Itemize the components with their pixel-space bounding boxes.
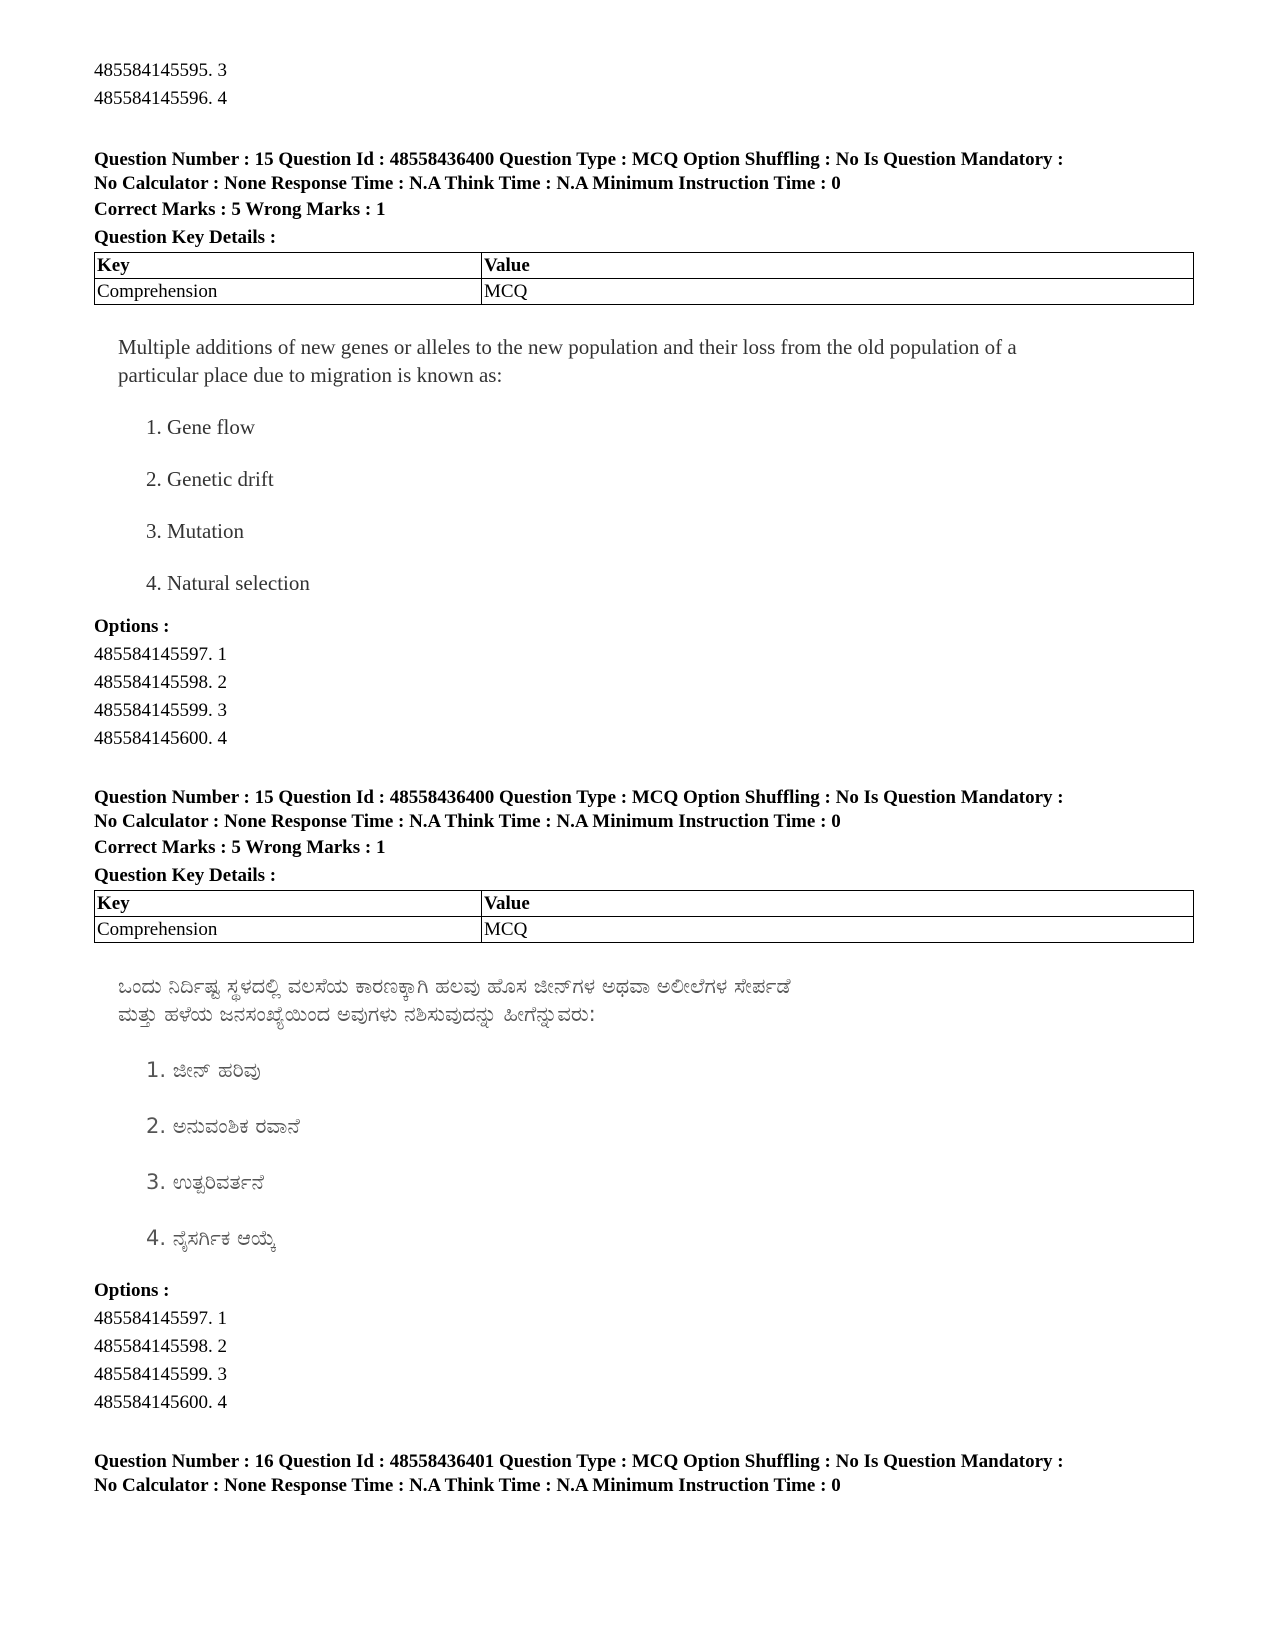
options-label: Options :: [94, 1280, 170, 1301]
question-stem-line2: ಮತ್ತು ಹಳೆಯ ಜನಸಂಖ್ಯೆಯಿಂದ ಅವುಗಳು ನಶಿಸುವುದನ್ನು ಹೀಗೆನ್ನುವರು:: [118, 1002, 596, 1026]
table-header-key: Key: [95, 891, 482, 917]
table-cell-value: MCQ: [482, 917, 1194, 943]
question-stem-line1: ಒಂದು ನಿರ್ದಿಷ್ಟ ಸ್ಥಳದಲ್ಲಿ ವಲಸೆಯ ಕಾರಣಕ್ಕಾಗಿ ಹಲವು ಹೊಸ ಜೀನ್‌ಗಳ ಅಥವಾ ಅಲೀಲೆಗಳ ಸೇರ್ಪಡೆ: [118, 974, 791, 998]
table-header-row: [95, 891, 1194, 917]
option-line: 485584145600. 4: [94, 728, 227, 749]
marks-line: Correct Marks : 5 Wrong Marks : 1: [94, 837, 386, 858]
choice-item: 4. ನೈಸರ್ಗಿಕ ಆಯ್ಕೆ: [146, 1226, 277, 1250]
question-meta: [94, 786, 1194, 943]
choice-item: 1. Gene flow: [146, 415, 256, 439]
question-meta: [94, 1450, 1194, 1498]
options-block: [94, 613, 1194, 753]
choice-item: 1. ಜೀನ್ ಹರಿವು: [146, 1058, 261, 1082]
table-row: [95, 279, 1194, 305]
top-options-list: [94, 57, 1194, 113]
option-line: 485584145598. 2: [94, 672, 227, 693]
table-header-value: Value: [482, 253, 1194, 279]
key-details-label: Question Key Details :: [94, 865, 277, 886]
option-line: 485584145598. 2: [94, 1336, 227, 1357]
table-header-key: Key: [95, 253, 482, 279]
option-line: 485584145600. 4: [94, 1392, 227, 1413]
choice-item: 2. ಅನುವಂಶಿಕ ರವಾನೆ: [146, 1114, 300, 1138]
options-block: [94, 1277, 1194, 1417]
question-stem-line2: particular place due to migration is known as:: [118, 363, 503, 387]
question-meta-line2: No Calculator : None Response Time : N.A Think Time : N.A Minimum Instruction Time : 0: [94, 173, 841, 194]
question-meta: [94, 148, 1194, 305]
key-details-table: [94, 890, 1194, 943]
option-line: 485584145595. 3: [94, 60, 227, 81]
options-label: Options :: [94, 616, 170, 637]
choice-item: 2. Genetic drift: [146, 467, 274, 491]
key-details-label: Question Key Details :: [94, 227, 277, 248]
question-image-english: [118, 333, 1148, 597]
key-details-table: [94, 252, 1194, 305]
question-meta-line1: Question Number : 15 Question Id : 48558436400 Question Type : MCQ Option Shuffling : No Is Question Mandatory :: [94, 149, 1064, 170]
marks-line: Correct Marks : 5 Wrong Marks : 1: [94, 199, 386, 220]
table-row: [95, 917, 1194, 943]
question-meta-line1: Question Number : 16 Question Id : 48558436401 Question Type : MCQ Option Shuffling : No Is Question Mandatory :: [94, 1451, 1064, 1472]
table-cell-key: Comprehension: [95, 917, 482, 943]
question-stem-line1: Multiple additions of new genes or alleles to the new population and their loss from the old population of a: [118, 335, 1017, 359]
table-header-value: Value: [482, 891, 1194, 917]
table-cell-key: Comprehension: [95, 279, 482, 305]
question-image-kannada: [118, 972, 1148, 1252]
option-line: 485584145599. 3: [94, 1364, 227, 1385]
choice-item: 3. ಉತ್ಪರಿವರ್ತನೆ: [146, 1170, 264, 1194]
option-line: 485584145597. 1: [94, 1308, 227, 1329]
table-header-row: [95, 253, 1194, 279]
question-meta-line2: No Calculator : None Response Time : N.A Think Time : N.A Minimum Instruction Time : 0: [94, 811, 841, 832]
option-line: 485584145599. 3: [94, 700, 227, 721]
choice-item: 4. Natural selection: [146, 571, 310, 595]
option-line: 485584145597. 1: [94, 644, 227, 665]
option-line: 485584145596. 4: [94, 88, 227, 109]
question-meta-line2: No Calculator : None Response Time : N.A Think Time : N.A Minimum Instruction Time : 0: [94, 1475, 841, 1496]
question-meta-line1: Question Number : 15 Question Id : 48558436400 Question Type : MCQ Option Shuffling : No Is Question Mandatory :: [94, 787, 1064, 808]
choice-item: 3. Mutation: [146, 519, 244, 543]
table-cell-value: MCQ: [482, 279, 1194, 305]
